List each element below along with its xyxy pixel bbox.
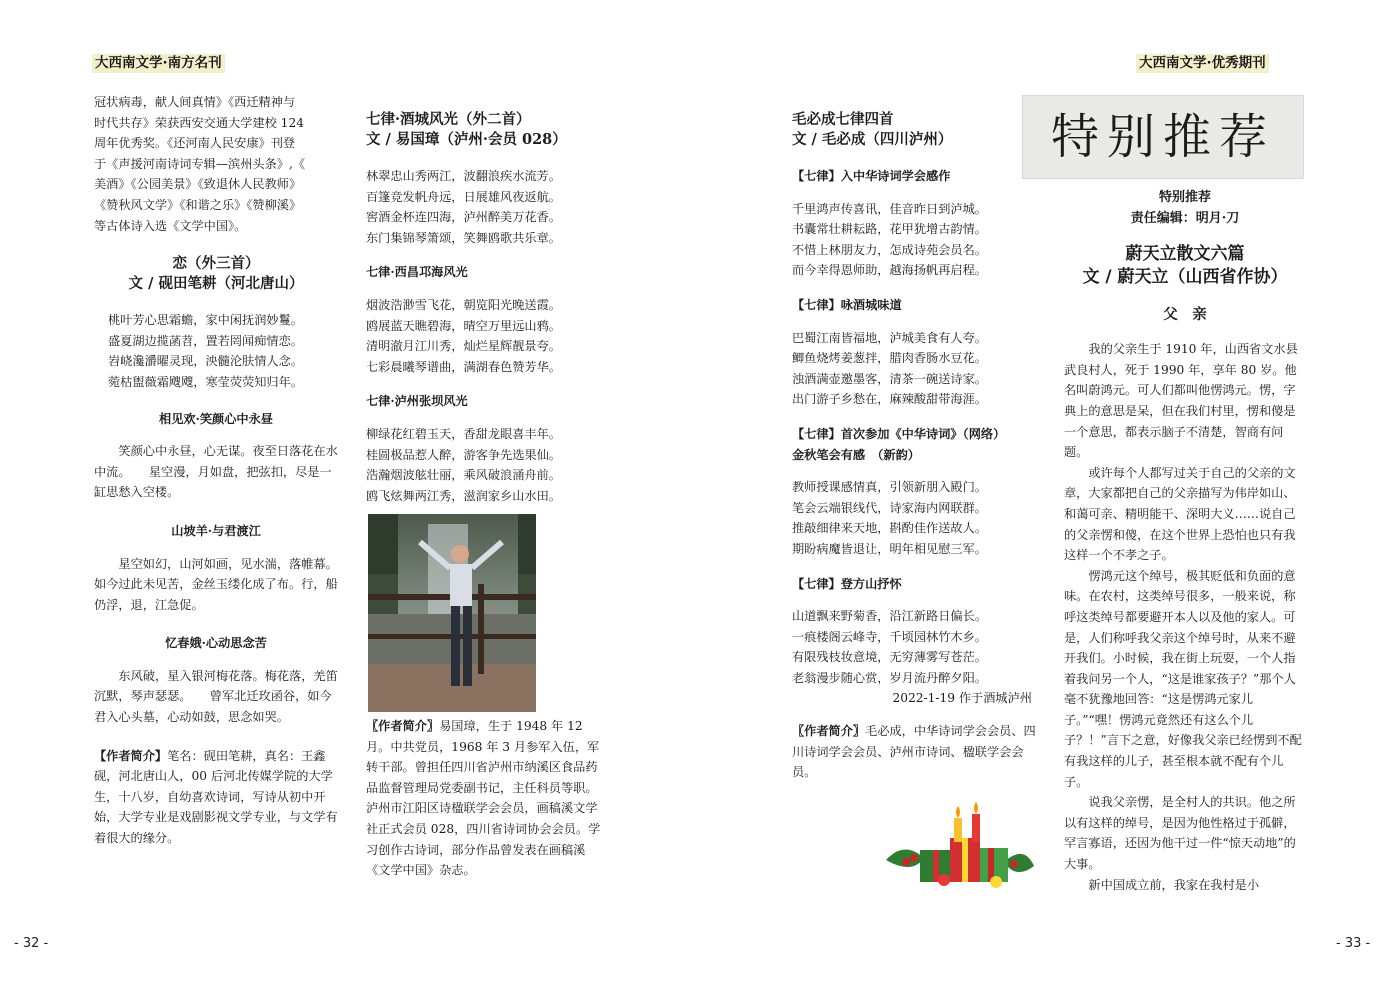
bio-line: 时代共存》荣获西安交通大学建校 124 [94, 115, 304, 130]
poem-body [366, 424, 606, 506]
author-bio [366, 716, 606, 881]
poem-author: 文 / 砚田笔耕（河北唐山） [128, 275, 304, 293]
article-title: 蔚天立散文六篇 [1125, 244, 1245, 265]
subpoem-body: 东风破，星入银河梅花落。梅花落，羌笛沉默，琴声瑟瑟。 曾军北迁玫函谷，如今君入心头墓，心动如鼓，思念如哭。 [94, 668, 338, 725]
poem-line: 一痕楼阁云峰寺，千顷园林竹木乡。 [792, 629, 987, 644]
article-author: 文 / 蔚天立（山西省作协） [1082, 267, 1288, 288]
right-running-header: 大西南文学·优秀期刊 [1136, 54, 1269, 73]
column-3 [792, 110, 1038, 783]
poem-line: 期盼病魔皆退让，明年相见慰三军。 [792, 541, 987, 556]
poem-line: 七彩晨曦琴谱曲，满湖春色赞芳华。 [366, 359, 561, 374]
poem-line: 柳绿花红碧玉天，香甜龙眼喜丰年。 [366, 426, 561, 441]
poem-line: 鲫鱼烧烤姜葱拌，腊肉香肠水豆花。 [792, 351, 987, 366]
subpoem-body: 笑颜心中永昼，心无谋。夜至日落花在水中流。 星空漫，月如盘，把弦扣，尽是一缸思愁入空楼。 [94, 444, 338, 500]
poem-line: 清明澈月江川秀，灿烂星辉靓景夸。 [366, 339, 561, 354]
poem-line: 东门集锦琴箫颂，笑舞鸥歌共乐章。 [366, 230, 561, 245]
bio-text: 毛必成，中华诗词学会会员、四川诗词学会会员、泸州市诗词、楹联学会会员。 [792, 724, 1036, 780]
essay-paragraph: 愣鸿元这个绰号，极其贬低和负面的意味。在农村，这类绰号很多，一般来说，称呼这类绰号都要避开本人以及他的家人。可是，人们称呼我父亲这个绰号时，从来不避开我们。小时候，我在街上玩耍，一个人指着我问另一个人，“这是谁家孩子？”那个人毫不犹豫地回答：“这是愣鸿元家儿子。”“嘿！愣鸿元竟然还有这么个儿子？！”言下之意，好像我父亲已经愣到不配有我这样的儿子，甚至根本就不配有个儿子。 [1064, 568, 1302, 789]
poem-line: 桂圆极品惹人醉，游客争先选果仙。 [366, 447, 561, 462]
poem-line: 鸥展蓝天瞧碧海，晴空万里远山鸦。 [366, 318, 561, 333]
column-2 [366, 110, 606, 506]
subpoem-title: 【七律】入中华诗词学会感作 [792, 169, 951, 183]
essay-paragraph: 我的父亲生于 1910 年，山西省文水县武良村人，死于 1990 年，享年 80 岁。他名叫蔚鸿元。可人们都叫他愣鸿元。愣，字典上的意思是呆，但在我们村里，愣和傻是一个意思，都表示脑子不清楚，智商有问题。 [1064, 342, 1298, 460]
column-2-bio [366, 716, 606, 881]
bio-line: 于《声援河南诗词专辑—滨州头条》,《 [94, 156, 306, 171]
poem-line: 不惜上林朋友力，怎成诗苑会员名。 [792, 242, 987, 257]
poem-line: 岧峣瀺灂曜灵现，泱髓沦肤情人念。 [108, 354, 303, 369]
author-bio [94, 746, 338, 849]
bio-label: 〖作者简介〗 [792, 724, 866, 739]
poem-body [366, 295, 606, 377]
subpoem-title-2: 金秋笔会有感 （新韵） [792, 447, 920, 462]
subpoem-title: 山坡羊·与君渡江 [171, 523, 261, 538]
subpoem-title: 相见欢·笑颜心中永昼 [159, 411, 273, 426]
section-label: 特别推荐 [1158, 190, 1211, 205]
poem-line: 菀枯盥薇霜飕飕，寒莹荧荧知归年。 [108, 374, 303, 389]
bio-line: 冠状病毒，献人间真情》《西迁精神与 [94, 95, 296, 109]
author-photo [368, 514, 536, 712]
poem-line: 推敲细律来天地，斟酌佳作送故人。 [792, 521, 987, 536]
poem-line: 书囊常壮耕耘路，花甲犹增古韵情。 [792, 222, 987, 237]
column-4 [1064, 188, 1306, 895]
subpoem-body: 星空如幻，山河如画，见水湍，落帷幕。 如今过此未见苦，金丝玉缕化成了布。行，船仍浮，退，江急促。 [94, 556, 357, 612]
poem-body [792, 477, 1038, 559]
poem-author: 文 / 毛必成（四川泸州） [792, 131, 953, 148]
poem-line: 而今幸得恩师助，越海扬帆再启程。 [792, 263, 987, 278]
poem-line: 百篷竞发帆舟远，日展雄风夜返航。 [366, 189, 561, 204]
poem-date: 2022-1-19 作于酒城泸州 [892, 691, 1032, 706]
poem-line: 桃叶芳心思霜蟾，家中闲抚润妙鬘。 [108, 313, 303, 328]
subpoem-title: 忆春娥·心动思念苦 [165, 636, 267, 651]
essay-paragraph: 说我父亲愣，是全村人的共识。他之所以有这样的绰号，是因为他性格过于孤僻，罕言寡语，还因为他干过一件“惊天动地”的大事。 [1064, 795, 1296, 872]
poem-line: 林翠忠山秀两江，波翻浪疾水流芳。 [366, 169, 561, 183]
poem-body [94, 310, 338, 392]
subpoem-title: 【七律】首次参加《中华诗词》（网络） [792, 426, 1006, 441]
poem-line: 巴蜀江南皆福地，泸城美食有人夸。 [792, 330, 987, 345]
bio-line: 《赞秋风文学》《和谐之乐》《赞柳溪》 [94, 197, 302, 212]
bio-line: 等古体诗入选《文学中国》。 [94, 218, 247, 233]
bio-label: 〖作者简介〗 [366, 719, 440, 733]
banner-calligraphy: 特别推荐 [1050, 109, 1275, 165]
special-recommend-banner [1022, 95, 1304, 179]
editor-credit: 责任编辑：明月·刀 [1130, 210, 1240, 226]
poem-line: 老翁漫步随心赏，岁月流丹醉夕阳。 [792, 670, 987, 685]
essay-title: 父 亲 [1163, 306, 1207, 324]
bio-label: 【作者简介】 [94, 748, 168, 763]
left-running-header: 大西南文学·南方名刊 [92, 54, 225, 73]
poem-body [366, 166, 606, 248]
page-number-right: - 33 - [1336, 936, 1371, 951]
poem-body [792, 199, 1038, 281]
subpoem-title: 七律·泸州张坝风光 [366, 394, 468, 409]
subpoem-title: 七律·西昌邛海风光 [366, 265, 468, 280]
poem-line: 鸥飞炫舞两江秀，滋润家乡山水田。 [366, 488, 561, 503]
poem-line: 浊酒满壶邀墨客，清茶一碗送诗家。 [792, 371, 987, 386]
poem-line: 笔会云端银线代，诗家海内网联群。 [792, 500, 987, 515]
essay-paragraph: 或许每个人都写过关于自己的父亲的文章，大家都把自己的父亲描写为伟岸如山、和蔼可亲、精明能干、深明大义……说自己的父亲愣和傻，在这个世界上恐怕也只有我这样一个不孝之子。 [1064, 465, 1296, 563]
bio-text: 笔名：砚田笔耕，真名：王鑫砚，河北唐山人，00 后河北传媒学院的大学生，十八岁，自幼喜欢诗词，写诗从初中开始，大学专业是戏剧影视文学专业，与文学有着很大的缘分。 [94, 748, 338, 846]
poem-author: 文 / 易国璋（泸州·会员 028） [366, 131, 567, 148]
page-number-left: - 32 - [14, 936, 49, 951]
author-bio [792, 721, 1038, 783]
poem-line: 山道飘来野菊香，沿江新路日偏长。 [792, 609, 987, 624]
subpoem-title: 【七律】咏酒城味道 [792, 297, 902, 312]
christmas-gift-icon [884, 800, 1034, 892]
poem-line: 烟波浩渺雪飞花，朝览阳光晚送霞。 [366, 297, 561, 312]
poem-line: 有限残枝妆意境，无穷薄雾写苍茫。 [792, 650, 987, 665]
poem-title: 恋（外三首） [172, 255, 260, 273]
poem-line: 千里鸿声传喜讯，佳音昨日到泸城。 [792, 201, 987, 216]
essay-paragraph: 新中国成立前，我家在我村是小 [1088, 877, 1260, 892]
poem-body [792, 328, 1038, 410]
poem-title: 毛必成七律四首 [792, 111, 894, 128]
essay-body [1064, 339, 1306, 895]
poem-body [792, 606, 1038, 688]
poem-line: 盛夏湖边揽菡苕，置若罔闻痴情恋。 [108, 333, 303, 348]
poem-line: 窖酒金杯连四海，泸州醉美万花香。 [366, 210, 561, 225]
previous-bio-continuation [94, 92, 338, 236]
poem-title: 七律·酒城风光（外二首） [366, 111, 531, 128]
subpoem-title: 【七律】登方山抒怀 [792, 576, 902, 591]
bio-text: 易国璋，生于 1948 年 12 月。中共党员，1968 年 3 月参军入伍，军转干部。曾担任四川省泸州市纳溪区食品药品监督管理局党委副书记，主任科员等职。泸州市江阳区诗楹联学会会员，画稿溪文学社正式会员 028，四川省诗词协会会员。学习创作古诗词，部分作品曾发表在画稿溪《文学中国》杂志。 [366, 719, 601, 878]
poem-line: 教师授课感情真，引领新朋入殿门。 [792, 480, 987, 495]
poem-line: 浩瀚烟波舷壮丽，乘风破浪涌舟前。 [366, 468, 561, 483]
poem-line: 出门游子乡愁在，麻辣酸甜带海涯。 [792, 392, 987, 407]
column-1 [94, 92, 357, 849]
bio-line: 美酒》《公园美景》《致退休人民教师》 [94, 177, 302, 192]
bio-line: 周年优秀奖。《还河南人民安康》刊登 [94, 136, 296, 151]
